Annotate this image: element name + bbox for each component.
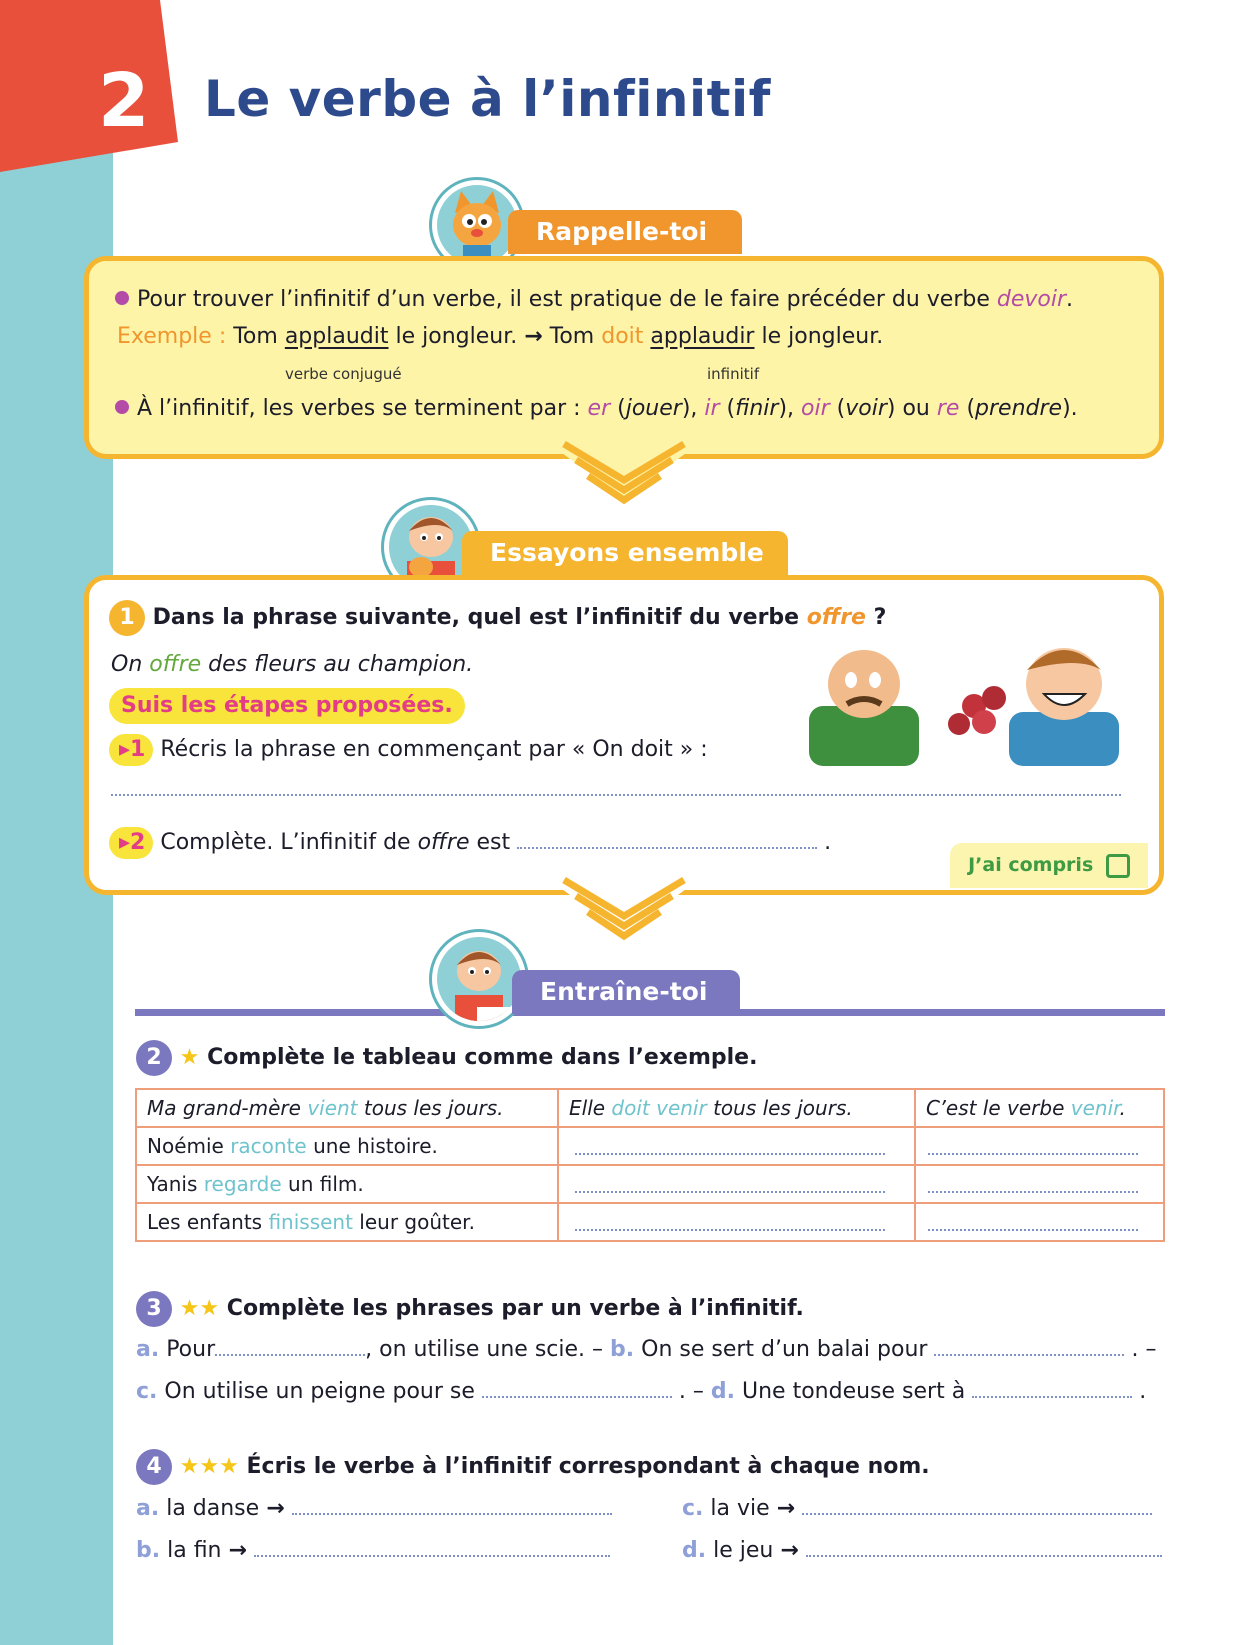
boy-writing-icon [437,937,521,1021]
cell-text: C’est le verbe [926,1096,1071,1120]
step-2-number: 2 [130,830,146,855]
cat-icon [437,185,517,265]
arrow-icon: → [776,1496,796,1521]
example-label: Exemple : [117,324,227,349]
page-title: Le verbe à l’infinitif [204,70,771,128]
step-2-end: . [824,830,832,855]
arrow-icon: → [228,1538,247,1563]
answer-line[interactable] [292,1493,612,1515]
characters-illustration [789,636,1129,766]
table-row [136,1127,1164,1165]
exercise-4-instruction: Écris le verbe à l’infinitif correspondant à chaque nom. [246,1454,930,1479]
example-doit: doit [601,324,644,349]
chevron-down-icon [544,876,704,942]
cell-text: Yanis [147,1172,204,1196]
arrow-icon: → [266,1496,285,1521]
item-d-label: d. [710,1379,735,1404]
cell-text: Noémie [147,1134,231,1158]
example-text-a: Tom [233,324,285,349]
answer-line[interactable] [254,1535,610,1557]
exercise-number: 1 [109,600,145,636]
entraine-tab: Entraîne-toi ! [512,970,740,1014]
checkbox-icon [1106,854,1130,878]
answer-line[interactable] [215,1334,365,1356]
exercise-3-heading [136,1291,804,1327]
answer-line[interactable] [806,1535,1162,1557]
item-label: d. [682,1538,707,1563]
table-cell [136,1203,558,1241]
step-1-number: 1 [130,737,146,762]
steps-label-wrap [109,688,465,724]
example-text-c: Tom [542,324,602,349]
table-cell [136,1127,558,1165]
item-a-text-2: , on utilise une scie. – [365,1337,604,1362]
exercise-2-instruction: Complète le tableau comme dans l’exemple. [207,1045,758,1070]
step-2-text-b: est [469,830,511,855]
item-noun: le jeu [713,1538,774,1563]
answer-line[interactable] [575,1171,885,1193]
item-label: a. [136,1496,160,1521]
answer-line-1[interactable] [111,780,1121,796]
exercise-4-item-b [136,1535,610,1566]
rule-1-end: . [1066,287,1074,312]
steps-label: Suis les étapes proposées. [109,688,465,724]
example-text-e: le jongleur. [754,324,884,349]
exercise-2-heading [136,1040,757,1076]
rule-2-or: ou [895,396,937,421]
table-cell [136,1089,558,1127]
example-prendre: prendre [975,396,1063,421]
ending-re: re [936,396,960,421]
essayons-tab: Essayons ensemble [462,531,788,575]
cell-text: un film. [281,1172,364,1196]
answer-line[interactable] [482,1376,672,1398]
cell-text: une histoire. [306,1134,438,1158]
item-c-label: c. [136,1379,158,1404]
item-c-text: On utilise un peigne pour se [164,1379,475,1404]
table-row [136,1203,1164,1241]
rule-1-verb: devoir [996,287,1067,312]
cell-text: leur goûter. [352,1210,475,1234]
answer-line[interactable] [928,1133,1138,1155]
answer-line[interactable] [934,1334,1124,1356]
exercise-4-item-c [682,1493,1152,1524]
ending-er: er [587,396,611,421]
chapter-tab [0,0,180,175]
ending-ir: ir [704,396,720,421]
sentence-a: On [111,652,150,677]
example-text-b: le jongleur. [388,324,518,349]
item-b-label: b. [610,1337,635,1362]
item-d-end: . [1139,1379,1147,1404]
item-b-end: . – [1131,1337,1157,1362]
example-sentence [111,650,473,680]
answer-line-2[interactable] [517,827,817,849]
step-1 [109,734,708,766]
step-2-verb: offre [417,830,470,855]
question-end: ? [865,605,887,630]
rule-1-text: Pour trouver l’infinitif d’un verbe, il est pratique de le faire précéder du verbe [137,287,997,312]
note-conjugated: verbe conjugué [285,365,402,383]
answer-cell[interactable] [558,1127,915,1165]
table-cell [136,1165,558,1203]
step-2 [109,827,831,859]
rule-2-text: À l’infinitif, les verbes se terminent par : [137,396,588,421]
cell-verb: venir [1070,1096,1120,1120]
bullet-icon [115,291,129,305]
answer-line[interactable] [575,1133,885,1155]
bullet-icon [115,400,129,414]
note-infinitive: infinitif [707,365,760,383]
step-2-text-a: Complète. L’infinitif de [160,830,418,855]
rappel-box [84,256,1164,459]
item-c-end: . – [678,1379,704,1404]
cell-verb: vient [307,1096,358,1120]
stars-icon: ★★★ [179,1454,239,1479]
question-verb: offre [806,605,866,630]
cell-verb: regarde [203,1172,282,1196]
item-d-text: Une tondeuse sert à [742,1379,966,1404]
cell-text: Les enfants [147,1210,269,1234]
exercise-3-line-2 [136,1376,1146,1407]
rappel-tab: Rappelle-toi [508,210,742,254]
answer-line[interactable] [928,1209,1138,1231]
cell-verb: doit venir [611,1096,707,1120]
item-noun: la fin [167,1538,222,1563]
item-noun: la danse [166,1496,260,1521]
sentence-verb: offre [149,652,202,677]
cell-text: tous les jours. [357,1096,504,1120]
exercise-3-line-1 [136,1334,1156,1365]
example-line [117,322,883,352]
understood-label: J’ai compris [968,854,1094,876]
understood-checkbox[interactable] [950,843,1148,888]
stars-icon: ★★ [179,1296,220,1321]
exercise-4-item-d [682,1535,1162,1566]
exercise-3-instruction: Complète les phrases par un verbe à l’infinitif. [226,1296,804,1321]
rule-1 [115,285,1073,315]
exercise-number: 4 [136,1449,172,1485]
chapter-number: 2 [98,58,150,144]
example-finir: finir [735,396,779,421]
cell-text: . [1119,1096,1126,1120]
example-voir: voir [845,396,887,421]
step-1-tag: ▸1 [109,734,153,766]
example-infinitive: applaudir [650,324,755,349]
answer-cell[interactable] [558,1203,915,1241]
item-b-text: On se sert d’un balai pour [641,1337,928,1362]
item-a-label: a. [136,1337,160,1362]
step-1-text: Récris la phrase en commençant par « On doit » : [160,737,708,762]
cell-text: tous les jours. [706,1096,853,1120]
answer-cell[interactable] [915,1165,1164,1203]
verb-table [135,1088,1165,1242]
exercise-number: 3 [136,1291,172,1327]
cell-verb: raconte [230,1134,307,1158]
cell-text: Elle [569,1096,612,1120]
answer-cell[interactable] [915,1127,1164,1165]
arrow-icon: → [780,1538,799,1563]
item-noun: la vie [710,1496,770,1521]
chevron-down-icon [544,440,704,506]
table-row [136,1089,1164,1127]
answer-cell[interactable] [558,1165,915,1203]
exercise-4-heading [136,1449,930,1485]
cell-text: Ma grand-mère [147,1096,308,1120]
answer-cell[interactable] [915,1203,1164,1241]
star-icon: ★ [179,1045,200,1070]
table-cell [915,1089,1164,1127]
question-1 [109,600,886,636]
exercise-4-item-a [136,1493,612,1524]
exercise-number: 2 [136,1040,172,1076]
answer-line[interactable] [575,1209,885,1231]
item-label: c. [682,1496,704,1521]
table-cell [558,1089,915,1127]
step-2-tag: ▸2 [109,827,153,859]
arrow-icon: → [524,324,543,349]
table-row [136,1165,1164,1203]
question-text: Dans la phrase suivante, quel est l’infinitif du verbe [152,605,807,630]
answer-line[interactable] [802,1493,1152,1515]
cell-verb: finissent [268,1210,353,1234]
sentence-b: des fleurs au champion. [201,652,474,677]
item-label: b. [136,1538,161,1563]
answer-line[interactable] [928,1171,1138,1193]
example-conjugated-verb: applaudit [284,324,389,349]
answer-line[interactable] [972,1376,1132,1398]
ending-oir: oir [801,396,830,421]
example-jouer: jouer [625,396,682,421]
item-a-text: Pour [166,1337,216,1362]
rule-2: À l’infinitif, les verbes se terminent par : er (jouer), ir (finir), oir (voir) ou re (prendre). [115,394,1078,424]
